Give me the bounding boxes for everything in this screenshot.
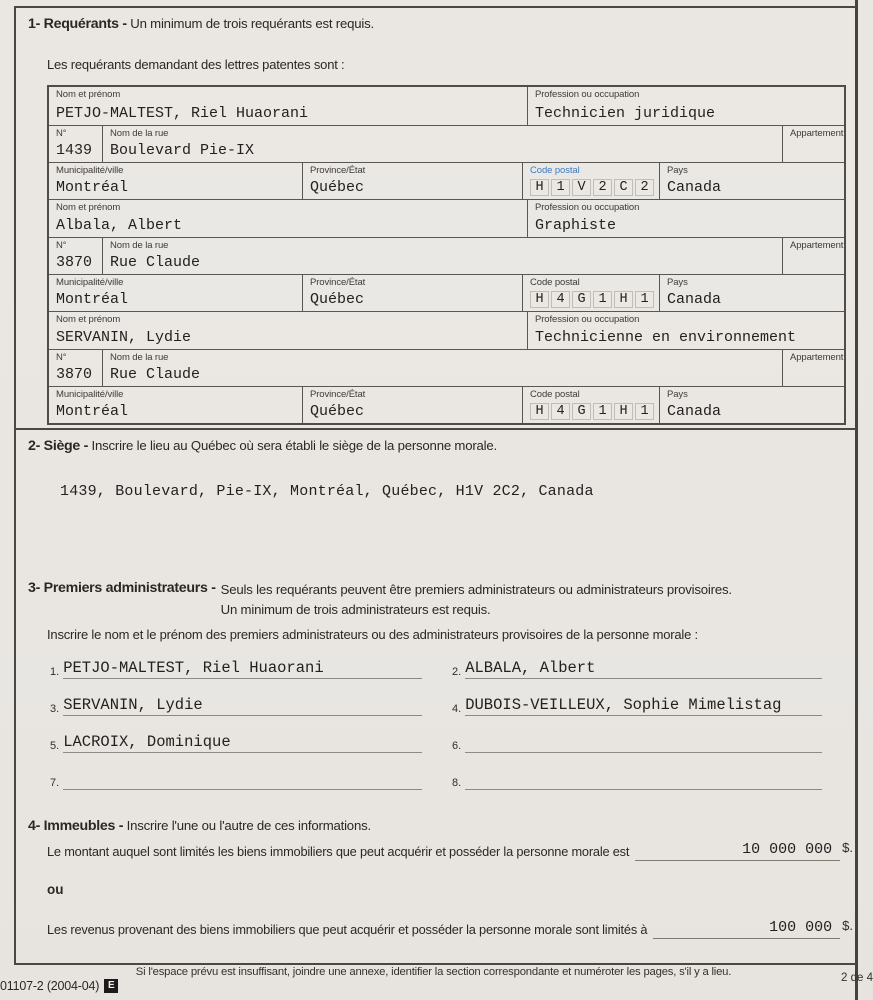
field-label: Nom et prénom	[56, 202, 121, 213]
field-label: Code postal	[530, 277, 580, 288]
section3-subtitle	[221, 580, 732, 620]
postal-char-box[interactable]: H	[614, 291, 633, 308]
section-divider-line	[14, 428, 856, 430]
head-office-value[interactable]: 1439, Boulevard, Pie-IX, Montréal, Québec, H1V 2C2, Canada	[60, 483, 594, 500]
postal-char-box[interactable]: H	[614, 403, 633, 420]
field-label: Province/État	[310, 165, 366, 176]
postal-code-field	[522, 275, 659, 311]
postal-code-boxes	[530, 291, 655, 308]
name-field	[49, 200, 527, 237]
administrator-entry	[452, 695, 822, 716]
postal-char-box[interactable]: G	[572, 403, 591, 420]
field-label: Nom et prénom	[56, 314, 121, 325]
entry-number: 2.	[452, 666, 462, 678]
profession-value[interactable]: Technicien juridique	[535, 105, 716, 122]
profession-value[interactable]: Technicienne en environnement	[535, 329, 797, 346]
applicant-block	[49, 311, 844, 423]
field-label: Code postal	[530, 389, 580, 400]
section4-subtitle: Inscrire l'une ou l'autre de ces informations.	[126, 818, 371, 833]
form-number-text: 01107-2 (2004-04)	[0, 979, 100, 993]
name-field	[49, 87, 527, 125]
field-label: Municipalité/ville	[56, 165, 124, 176]
form-letter-badge: E	[104, 979, 118, 993]
city-field	[49, 387, 302, 423]
country-value[interactable]: Canada	[667, 403, 722, 420]
postal-char-box[interactable]: V	[572, 179, 591, 196]
row-city	[49, 162, 844, 199]
field-label: Appartement	[790, 240, 844, 251]
postal-char-box[interactable]: 4	[551, 403, 570, 420]
street-name-field	[102, 126, 782, 162]
page-indicator: 2 de 4	[841, 972, 873, 984]
entry-number: 5.	[50, 740, 60, 752]
dollar-suffix: $.	[842, 918, 853, 933]
administrator-name-line[interactable]	[63, 788, 422, 790]
street-name-value[interactable]: Rue Claude	[110, 366, 201, 383]
province-value[interactable]: Québec	[310, 291, 365, 308]
field-label: Profession ou occupation	[535, 89, 640, 100]
street-name-field	[102, 350, 782, 386]
field-label: Pays	[667, 389, 688, 400]
postal-char-box[interactable]: 1	[635, 403, 654, 420]
postal-char-box[interactable]: 1	[551, 179, 570, 196]
row-street	[49, 125, 844, 162]
entry-number: 1.	[50, 666, 60, 678]
field-label: Nom de la rue	[110, 128, 169, 139]
administrator-name-line[interactable]: ALBALA, Albert	[465, 660, 822, 679]
entry-number: 6.	[452, 740, 462, 752]
postal-char-box[interactable]: H	[530, 179, 549, 196]
property-income-value[interactable]: 100 000	[653, 919, 840, 939]
property-income-line	[47, 918, 853, 939]
row-city	[49, 386, 844, 423]
city-field	[49, 275, 302, 311]
field-label: Nom de la rue	[110, 352, 169, 363]
city-value[interactable]: Montréal	[56, 403, 129, 420]
province-value[interactable]: Québec	[310, 403, 365, 420]
field-label: Municipalité/ville	[56, 389, 124, 400]
profession-field	[527, 200, 844, 237]
section4-title: 4- Immeubles -	[28, 818, 124, 834]
postal-char-box[interactable]: 1	[635, 291, 654, 308]
profession-value[interactable]: Graphiste	[535, 217, 617, 234]
field-label: Province/État	[310, 277, 366, 288]
field-label: Nom de la rue	[110, 240, 169, 251]
postal-char-box[interactable]: H	[530, 403, 549, 420]
entry-number: 4.	[452, 703, 462, 715]
administrator-entry	[50, 695, 422, 716]
administrator-entry	[50, 769, 422, 790]
field-label: Code postal	[530, 165, 580, 176]
field-label: Nom et prénom	[56, 89, 121, 100]
field-label: N°	[56, 352, 67, 363]
section4-heading	[28, 818, 371, 834]
postal-char-box[interactable]: 1	[593, 403, 612, 420]
form-number	[0, 979, 118, 993]
row-street	[49, 237, 844, 274]
section2-subtitle: Inscrire le lieu au Québec où sera établi le siège de la personne morale.	[91, 438, 497, 453]
country-value[interactable]: Canada	[667, 179, 722, 196]
property-amount-line	[47, 840, 853, 861]
postal-char-box[interactable]: 1	[593, 291, 612, 308]
name-value[interactable]: Albala, Albert	[56, 217, 183, 234]
applicant-block	[49, 87, 844, 199]
postal-char-box[interactable]: C	[614, 179, 633, 196]
street-number-value[interactable]: 3870	[56, 254, 93, 271]
street-name-value[interactable]: Boulevard Pie-IX	[110, 142, 255, 159]
administrator-entry	[452, 769, 822, 790]
postal-code-field	[522, 387, 659, 423]
apartment-value[interactable]	[790, 382, 840, 384]
property-income-text: Les revenus provenant des biens immobiliers que peut acquérir et posséder la personne morale sont limités à	[47, 922, 648, 937]
street-number-value[interactable]: 3870	[56, 366, 93, 383]
row-street	[49, 349, 844, 386]
profession-field	[527, 87, 844, 125]
administrator-entry	[50, 732, 422, 753]
section1-subtitle: Un minimum de trois requérants est requis.	[130, 16, 374, 31]
row-name-profession	[49, 311, 844, 349]
field-label: Profession ou occupation	[535, 202, 640, 213]
street-number-field	[49, 238, 102, 274]
postal-char-box[interactable]: 4	[551, 291, 570, 308]
field-label: N°	[56, 128, 67, 139]
street-number-field	[49, 350, 102, 386]
apartment-field	[782, 126, 844, 162]
name-field	[49, 312, 527, 349]
administrator-entry	[452, 732, 822, 753]
street-number-value[interactable]: 1439	[56, 142, 93, 159]
row-name-profession	[49, 199, 844, 237]
postal-code-boxes	[530, 403, 655, 420]
row-name-profession	[49, 87, 844, 125]
administrator-name-line[interactable]: DUBOIS-VEILLEUX, Sophie Mimelistag	[465, 697, 822, 716]
street-name-value[interactable]: Rue Claude	[110, 254, 201, 271]
property-amount-text: Le montant auquel sont limités les biens immobiliers que peut acquérir et posséder la personne morale est	[47, 844, 630, 859]
section3-subtitle-line2: Un minimum de trois administrateurs est requis.	[220, 601, 491, 617]
province-field	[302, 387, 522, 423]
city-field	[49, 163, 302, 199]
province-field	[302, 275, 522, 311]
province-field	[302, 163, 522, 199]
postal-char-box[interactable]: G	[572, 291, 591, 308]
field-label: Appartement	[790, 352, 844, 363]
apartment-field	[782, 350, 844, 386]
field-label: Profession ou occupation	[535, 314, 640, 325]
section1-title: 1- Requérants -	[28, 16, 127, 32]
section3-intro: Inscrire le nom et le prénom des premiers administrateurs ou des administrateurs provisoires de la personne morale :	[47, 627, 698, 642]
entry-number: 3.	[50, 703, 60, 715]
postal-char-box[interactable]: H	[530, 291, 549, 308]
section3-subtitle-line1: Seuls les requérants peuvent être premiers administrateurs ou administrateurs provisoires.	[220, 582, 732, 597]
postal-char-box[interactable]: 2	[593, 179, 612, 196]
section1-intro: Les requérants demandant des lettres patentes sont :	[47, 57, 345, 72]
property-amount-value[interactable]: 10 000 000	[635, 841, 840, 861]
applicants-table	[47, 85, 846, 425]
field-label: Municipalité/ville	[56, 277, 124, 288]
name-value[interactable]: SERVANIN, Lydie	[56, 329, 192, 346]
entry-number: 8.	[452, 777, 462, 789]
applicant-block	[49, 199, 844, 311]
country-field	[659, 387, 844, 423]
administrator-name-line[interactable]: SERVANIN, Lydie	[63, 697, 422, 716]
postal-code-boxes	[530, 179, 655, 196]
administrator-name-line[interactable]: PETJO-MALTEST, Riel Huaorani	[63, 660, 422, 679]
name-value[interactable]: PETJO-MALTEST, Riel Huaorani	[56, 105, 309, 122]
apartment-field	[782, 238, 844, 274]
or-label: ou	[47, 882, 64, 897]
field-label: Province/État	[310, 389, 366, 400]
field-label: Appartement	[790, 128, 844, 139]
city-value[interactable]: Montréal	[56, 179, 129, 196]
city-value[interactable]: Montréal	[56, 291, 129, 308]
apartment-value[interactable]	[790, 270, 840, 272]
administrator-name-line[interactable]	[465, 788, 822, 790]
section1-heading	[28, 16, 374, 32]
section2-heading	[28, 438, 497, 454]
field-label: Pays	[667, 165, 688, 176]
administrator-name-line[interactable]: LACROIX, Dominique	[63, 734, 422, 753]
street-number-field	[49, 126, 102, 162]
row-city	[49, 274, 844, 311]
street-name-field	[102, 238, 782, 274]
administrator-name-line[interactable]	[465, 751, 822, 753]
country-field	[659, 275, 844, 311]
section3-title: 3- Premiers administrateurs -	[28, 580, 216, 596]
field-label: N°	[56, 240, 67, 251]
administrator-entry	[50, 658, 422, 679]
section2-title: 2- Siège -	[28, 438, 89, 454]
province-value[interactable]: Québec	[310, 179, 365, 196]
dollar-suffix: $.	[842, 840, 853, 855]
country-value[interactable]: Canada	[667, 291, 722, 308]
country-field	[659, 163, 844, 199]
section3-heading	[28, 580, 838, 620]
field-label: Pays	[667, 277, 688, 288]
postal-code-field	[522, 163, 659, 199]
administrator-entry	[452, 658, 822, 679]
apartment-value[interactable]	[790, 158, 840, 160]
postal-char-box[interactable]: 2	[635, 179, 654, 196]
profession-field	[527, 312, 844, 349]
footer-note: Si l'espace prévu est insuffisant, joindre une annexe, identifier la section correspondante et numéroter les pages, s'il y a lieu.	[135, 966, 732, 978]
entry-number: 7.	[50, 777, 60, 789]
